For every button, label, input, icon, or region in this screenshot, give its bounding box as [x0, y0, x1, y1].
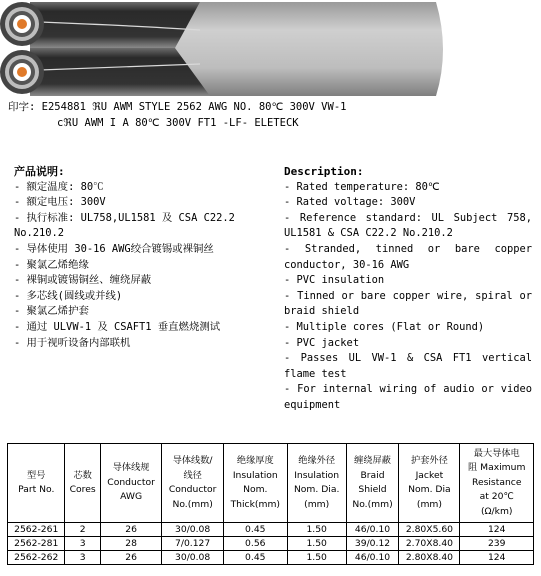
- column-header-text: Part No.: [18, 484, 55, 495]
- cable-photo: [0, 0, 541, 96]
- marking-label: 印字:: [8, 101, 36, 113]
- english-line: - Rated voltage: 300V: [284, 196, 416, 209]
- english-line: - Stranded, tinned or bare copper conductor, 30-16 AWG: [284, 242, 532, 271]
- marking-line-1: [8, 99, 346, 115]
- column-header-text: No.(mm): [172, 498, 213, 510]
- column-header-text: Shield: [358, 484, 387, 495]
- column-header-text: 绝缘外径: [298, 455, 336, 466]
- chinese-line: - 用于视听设备内部联机: [14, 336, 131, 349]
- column-header-text: Braid: [360, 469, 385, 481]
- table-cell: 2.80X5.60: [399, 523, 460, 537]
- table-cell: 3: [65, 537, 100, 551]
- column-header: [287, 444, 346, 523]
- table-cell: 28: [100, 537, 162, 551]
- table-cell: 0.45: [223, 523, 287, 537]
- marking-text-2: cℜU AWM I A 80℃ 300V FT1 -LF- ELETECK: [57, 117, 299, 129]
- english-description: [284, 164, 532, 414]
- column-header-text: (mm): [304, 498, 330, 510]
- column-header-text: Jacket: [415, 469, 444, 481]
- column-header: [100, 444, 162, 523]
- column-header-text: Conductor: [107, 476, 155, 488]
- column-header-text: 型号: [27, 469, 46, 481]
- column-header-text: Cores: [69, 484, 96, 495]
- english-line: - Reference standard: UL Subject 758, UL1581 & CSA C22.2 No.210.2: [284, 211, 532, 240]
- chinese-line: - 执行标准: UL758,UL1581 及 CSA C22.2: [14, 211, 235, 224]
- table-header-row: [8, 444, 534, 523]
- column-header: [162, 444, 224, 523]
- table-cell: 2562-281: [8, 537, 65, 551]
- table-cell: 0.56: [223, 537, 287, 551]
- column-header-text: 芯数: [73, 469, 92, 481]
- chinese-line: - 裸铜或镀锡铜丝、缠绕屏蔽: [14, 274, 152, 287]
- column-header-text: Insulation: [232, 469, 278, 481]
- chinese-line: - 多芯线(圆线或并线): [14, 289, 123, 302]
- column-header-text: 缠绕屏蔽: [354, 455, 391, 466]
- table-cell: 2.80X8.40: [399, 551, 460, 565]
- chinese-line: - 聚氯乙烯绝缘: [14, 258, 89, 271]
- english-line: - Multiple cores (Flat or Round): [284, 320, 485, 333]
- table-cell: 46/0.10: [346, 523, 399, 537]
- english-line: - PVC insulation: [284, 274, 385, 287]
- table-cell: 1.50: [287, 537, 346, 551]
- marking-line-2: [57, 115, 299, 131]
- cable-end-top: [0, 2, 44, 46]
- table-cell: 124: [460, 523, 534, 537]
- table-row: [8, 537, 534, 551]
- table-cell: 2.70X8.40: [399, 537, 460, 551]
- column-header-text: Nom.: [243, 484, 268, 495]
- table-cell: 0.45: [223, 551, 287, 565]
- table-cell: 1.50: [287, 523, 346, 537]
- column-header-text: 护套外径: [411, 455, 448, 466]
- column-header-text: 导体线数/: [172, 455, 213, 466]
- column-header-text: 绝缘厚度: [236, 455, 274, 466]
- table-cell: 46/0.10: [346, 551, 399, 565]
- chinese-line: - 额定电压: 300V: [14, 196, 106, 209]
- column-header: [460, 444, 534, 523]
- column-header-text: Conductor: [168, 484, 217, 495]
- column-header: [8, 444, 65, 523]
- column-header: [346, 444, 399, 523]
- column-header-text: Nom. Dia.: [293, 484, 340, 495]
- column-header-text: (Ω/km): [480, 505, 513, 517]
- english-line: - PVC jacket: [284, 336, 360, 349]
- table-row: [8, 551, 534, 565]
- column-header-text: 导体线规: [112, 462, 150, 474]
- column-header-text: 线径: [183, 469, 202, 481]
- table-cell: 7/0.127: [162, 537, 224, 551]
- column-header-text: Nom. Dia: [408, 484, 451, 495]
- table-cell: 30/0.08: [162, 551, 224, 565]
- chinese-heading: 产品说明:: [14, 165, 65, 178]
- column-header-text: (mm): [416, 498, 442, 510]
- chinese-description: [14, 164, 269, 351]
- table-row: [8, 523, 534, 537]
- table-cell: 26: [100, 551, 162, 565]
- column-header-text: No.(mm): [352, 498, 393, 510]
- table-cell: 239: [460, 537, 534, 551]
- chinese-line: - 导体使用 30-16 AWG绞合镀锡或裸铜丝: [14, 242, 214, 255]
- column-header-text: AWG: [120, 491, 143, 503]
- column-header: [65, 444, 100, 523]
- marking-text-1: E254881 ℜU AWM STYLE 2562 AWG NO. 80℃ 300V VW-1: [41, 101, 347, 113]
- english-heading: Description:: [284, 165, 364, 178]
- table-cell: 26: [100, 523, 162, 537]
- column-header: [223, 444, 287, 523]
- column-header-text: Resistance: [471, 476, 522, 488]
- english-line: - Rated temperature: 80℃: [284, 180, 440, 193]
- column-header: [399, 444, 460, 523]
- english-line: - Passes UL VW-1 & CSA FT1 vertical flame test: [284, 352, 532, 380]
- table-cell: 1.50: [287, 551, 346, 565]
- table-cell: 3: [65, 551, 100, 565]
- cable-end-bottom: [0, 50, 44, 94]
- english-line: - Tinned or bare copper wire, spiral or braid shield: [284, 289, 532, 318]
- table-cell: 124: [460, 551, 534, 565]
- column-header-text: Thick(mm): [230, 498, 280, 510]
- english-line: - For internal wiring of audio or video equipment: [284, 383, 532, 411]
- column-header-text: 阻 Maximum: [468, 462, 526, 474]
- chinese-line: - 聚氯乙烯护套: [14, 305, 89, 318]
- table-cell: 39/0.12: [346, 537, 399, 551]
- table-cell: 2: [65, 523, 100, 537]
- table-cell: 30/0.08: [162, 523, 224, 537]
- spec-table: [7, 443, 534, 565]
- chinese-line: - 额定温度: 80℃: [14, 180, 104, 193]
- column-header-text: 最大导体电: [473, 447, 520, 459]
- chinese-line: No.210.2: [14, 227, 65, 240]
- table-cell: 2562-261: [8, 523, 65, 537]
- column-header-text: Insulation: [294, 469, 340, 481]
- table-cell: 2562-262: [8, 551, 65, 565]
- chinese-line: - 通过 ULVW-1 及 CSAFT1 垂直燃烧测试: [14, 320, 221, 333]
- column-header-text: at 20℃: [479, 491, 514, 503]
